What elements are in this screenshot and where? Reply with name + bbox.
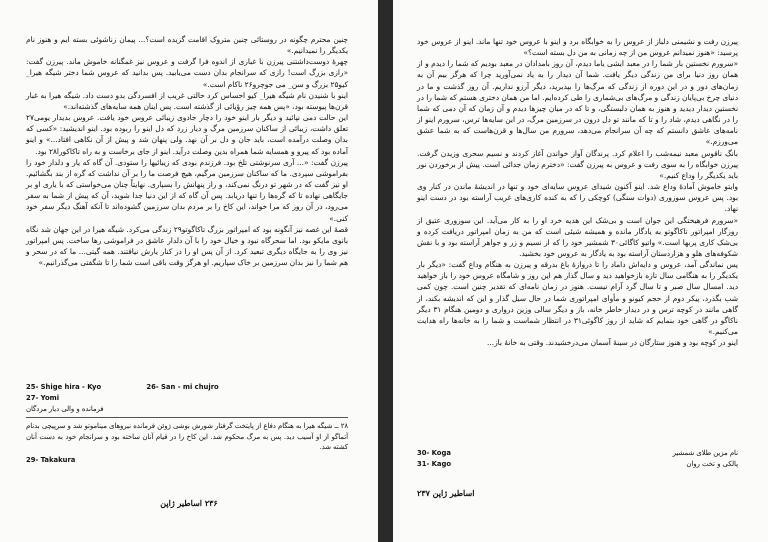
- left-footnotes: [26, 382, 348, 466]
- footnote-25: 25- Shige hira - Kyo: [26, 383, 102, 391]
- right-book-page: [393, 0, 768, 542]
- left-book-page: [0, 0, 378, 542]
- paragraph: اینو با شنیدن نام شیگه هیرا_ کیو احساس کرد حالتی غریب از افسردگی بدو دست داد. شیگه هیرا به غبار قرن‌ها پیوسته بود، «پس همه چیز رؤیائی از گذشته است. پس اینان همه سایه‌های گذشته‌اند.»: [26, 90, 348, 111]
- footnote-30-row: [417, 448, 738, 459]
- paragraph: وایتو خاموش آمادهٔ وداع شد. اینو آکنون شیدای عروس سایه‌ای خود و تنها در اندیشهٔ ماندن در کنار وی بود. پس عروس سوزوری (دوات سنگی) کوچکی را که به کنده کاری‌های غریب آراسته بود در دست اینو نهاد.: [417, 182, 738, 214]
- paragraph: پس نماندگی آمد، عروس و دایه‌اش داماد را تا دروازهٔ باغ بدرقه و پیرزن به هنگام وداع گفت: «دیگر بار یکدیگر را به هنگامی سال تازه بازخواهید دید و سال گذار هم این روز و شامگاه عروس خود را باز خواهید دید. امسال سال صبر و تا سال گرد آرام نیست. هنوز در زمان نامه‌ای که تقدیر چنین است. چون کمی شب بگذرد، پیکر دوم از حجم کیونو و مأوای امپراتوری شما در حال سیل گذار و این که اندیشه بکند، از گاهی مانند در کوچه ترس و در دیدار خاطر خانه، باز و دیگر سالی وزین درواری و دومین هنگام ۳۱ دیگر ناکاگو در گاهی خود بنمایم که شاید از روز کاگوئی۳۱ در انتظار شماست و شما را به خانه‌ها راه هدایت می‌کنیم.»: [417, 260, 738, 337]
- right-footnotes: [417, 448, 738, 470]
- right-page-body: [417, 36, 738, 348]
- paragraph: قصهٔ این غصه نیز آنگونه بود که امپراتور بزرگ تاکاگوتو۲۹ زندگی می‌کرد. شیگه هیرا در این جهان شد نگاه بانوی مایکو بود. اما سحرگاه نبود و خیال خود را با آن دلدار عاشق در فراموشی رها ساخت. پس امپراتور نیز وی را به جایگاه دیگری تبعید کرد. از آن پس او را در کنار یارش نیافتند. همه گیتی... ما که در سحر و هم شما را نیز بدان سرزمین بر خاک سپاریم. او هرگز وقت باقی است شما را تا شگفتی می‌گذرانیم.»: [26, 224, 348, 268]
- paragraph: «سرورم نخستین بار شما را در معبد ایشی یاما دیدم، آن روز بامدادان در معبد بودیم که شما را دیدم و از همان روز دنیا برای من زندگی دیگر یافت. شما آن دیدار را به یاد نمی‌آورید چرا که هرگز بیم آن به زمان‌های دور و در این دوره از زندگی که مرگ‌ها را بپذیرید، دیگر آرزو نداریم. آن روز گذشت و ما در دنیای چرخ بی‌پایان زندگی و مرگ‌های بی‌شماری را طی کرده‌ایم. اما من همان دختری هستم که شما را در نخستین دیدار دیدید و هنوز به همان دلبستگی، و تا که در میان چیزها دیدم و آن زمان که آن دمی که شما را در نگاهی دیدم، شاد را و تا که مانند تو دل درون در سرزمین مرگ، در این سایه‌ها ترس، سرورم اینو از نامه‌های عاشق دانستم که چه آن سرانجام می‌دهد، سرورم من سال‌ها و قرن‌هاست که به شما عشق می‌ورزم.»: [417, 59, 738, 147]
- footnote-30: 30- Koga: [417, 449, 451, 457]
- footnote-31-row: [417, 459, 738, 470]
- footnote-29: 29- Takakura: [26, 455, 76, 464]
- footnote-divider: [26, 417, 348, 418]
- footnote-31: 31- Kago: [417, 460, 452, 468]
- footnote-31-translation: پالکی و تخت روان: [686, 460, 738, 468]
- footnote-27-translation: فرمانده و والی دیار مردگان: [26, 405, 104, 413]
- footnote-27: 27- Yomi: [26, 394, 60, 402]
- footnote-30-translation: نام مزین طلای شمشیر: [672, 449, 738, 457]
- paragraph: اینو در کوچه بود و هنوز ستارگان در سینهٔ آسمان می‌درخشیدند. وقتی به خانهٔ باز...: [487, 338, 738, 348]
- left-page-footer: ۲۳۶ اساطیر ژاپن: [160, 498, 218, 508]
- right-page-footer: اساطیر ژاپن ۲۳۷: [417, 488, 475, 498]
- footnote-26: 26- San - mi chujro: [146, 383, 219, 391]
- paragraph: «سرورم فرهیختگی این جوان است و بی‌شک این هدیه خرد او را به کار می‌آید. این سوزوری عتیق از روزگار امپراتور تاکاگوتو به یادگار مانده و همیشه شیئی است که من به زمان امپراتور دریافت کرده و بی‌شک کاری پربها است.» واتیو کاگائی۳۰ شمشیر خود را که از نسیم و زر و جواهر آراسته بود و با نقش شکوفه‌های هلو و هزاردستان آراسته بود به یادگار به عروس خود بخشید.: [417, 215, 738, 258]
- left-page-body: [26, 34, 348, 268]
- footnote-28: ۲۸ ــ شیگه هیرا به هنگام دفاع از پایتخت گرفتار شورش بوشی ژوئن فرمانده نیروهای میناموتو شد و سرپیچی بدنام آتماگو از او آسیب دید. پس به مرگ محکوم شد. این کاخ را در قیام آنان ساخته بود و سرانجام خود به دست آنان کشته شد.: [26, 422, 348, 451]
- paragraph: این حالت دمی نپائید و دیگر بار اینو خود را دچار جادوی زیبائی عروس خود یافت. عروس بدیدار یومی۲۷ تعلق داشت، زیبائی از ساکنان سرزمین مرگ و دیار زرد که دل اینو را ربوده بود. اینو اندیشید: «کسی که بدان وصلت درآمده است، باید جان و دل بر آن نهد. ولی پنهان شد و پیش از آن نکاهی افتاد...» و اینو آماده بود که پیرو و همسایه شما همراه بدین وصلت درآید. اینو از جای برخاست و به راه تاکاکورا۲۸ بود.: [26, 113, 348, 156]
- paragraph: پیرزن گفت: «... آری سرنوشتی تلخ بود. فرزندم بودی که زیبائیها را ستودی. آن گاه که یار و دلدار خود را بفراموشی سپردی. ما که ساکنان سرزمین مرگیم، هیچ فرصت ما را بر آن نداشت که گره از بند بگشائیم. او نیز گفت که در شهر تو درنگ نمی‌کند، و راز پنهانش را بسپاری. نهایتاً چنان می‌خواستی که با یاری او بر جایگاهی نهاده تا که گره‌ها را تنها دریابد. پس آن گاه که از این دنیا جدا شوید، آن که پیش از شما به سفر می‌رود، در آن روز که مرا خواند، این کاخ را بر مردم بدان سرزمین گشوده‌اند تا آنکه آهنگ دیگر سفر خود کنی.»: [26, 157, 348, 223]
- paragraph: بانگ ناقوس معبد نیمه‌شب را اعلام کرد. پرندگان آواز خواندن آغاز کردند و نسیم سحری وزیدن گرفت. پیرزن خوابگاه را به سوی رفت و عروس به پیرزن گفت: «دخترم زمان جدائی است. پیش از برخوردن نور باید یکدیگر را وداع کنیم.»: [417, 148, 738, 180]
- footnote-latin-line: [26, 382, 348, 393]
- paragraph: چهرهٔ دوست‌داشتنی پیرزن با غباری از اندوه فرا گرفت و عروس نیز غمگنانه خاموش ماند. پیرزن گفت: «رازی بزرگ است! رازی که سرانجام بدان دست می‌یابید. پس بدانید که عروس شما دختر شیگه هیرا_ کیو۲۵ بزرگ و سن_ می جوچرو۲۶ ناکام است.»: [26, 57, 348, 89]
- paragraph: پیرزن رفت و نشیمنی دلباز از عروس را به خوابگاه برد و اینو با عروس خود تنها ماند. اینو از عروس خود پرسید: «هنوز نمیدانم عروس من از چه زمانی به من دل بسته است؟»: [417, 37, 738, 58]
- paragraph: چنین محترم چگونه در روستائی چنین متروک اقامت گزیده است؟... پیمان زناشوئی بسته ایم و هنوز نام یکدیگر را نمیدانیم.»: [26, 35, 348, 56]
